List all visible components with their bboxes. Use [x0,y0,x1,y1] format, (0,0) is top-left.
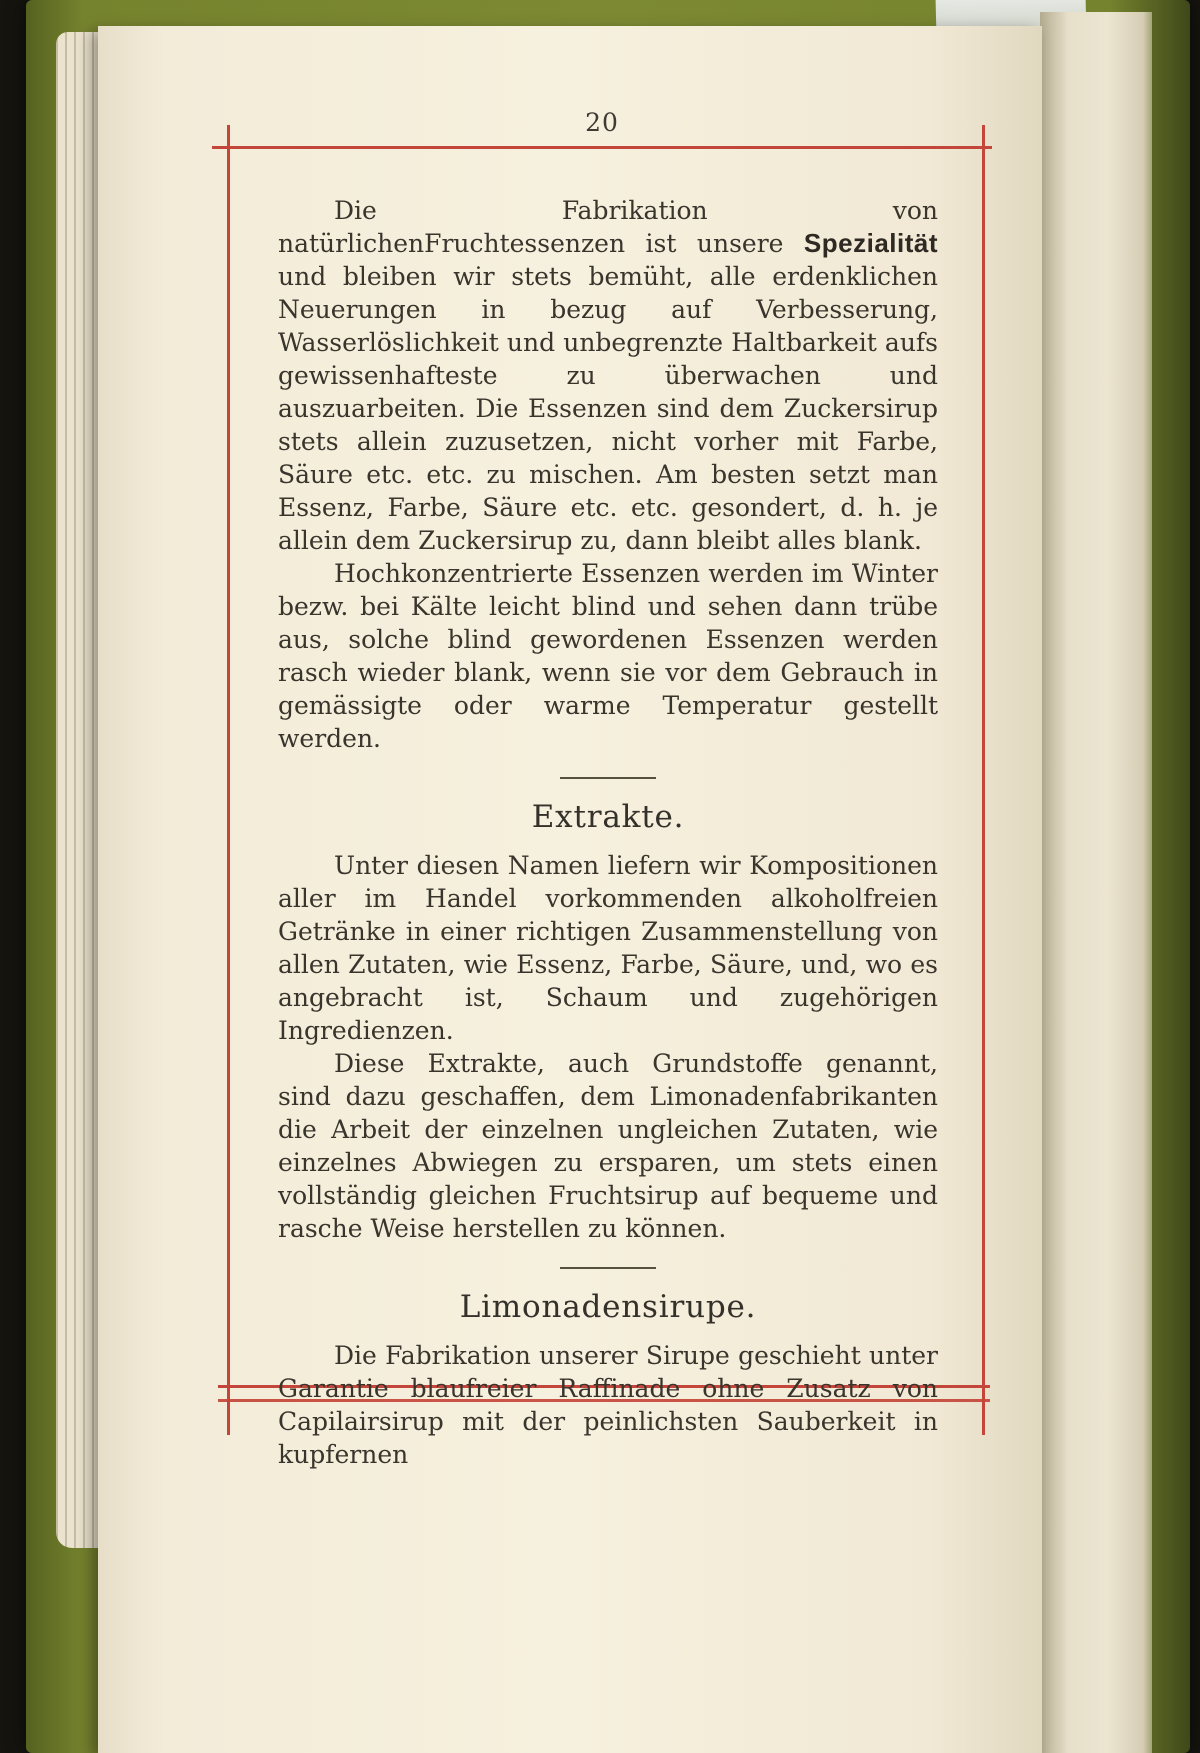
intro-paragraph-1 [278,194,938,557]
extrakte-paragraph-2: Diese Extrakte, auch Grundstoffe genannt, sind dazu geschaffen, dem Limonadenfabrikanten die Arbeit der einzelnen ungleichen Zutaten, wie einzelnes Abwiegen zu ersparen, um stets einen vollständig gleichen Fruchtsirup auf bequeme und rasche Weise herstellen zu können. [278,1049,938,1243]
text-block [278,194,938,1471]
book-page [98,26,1042,1753]
extrakte-paragraph-1: Unter diesen Namen liefern wir Kompositionen aller im Handel vorkommenden alkoholfreien Getränke in einer richtigen Zusammenstellung von allen Zutaten, wie Essenz, Farbe, Säure, und, wo es angebracht ist, Schaum und zugehörigen Ingredienzen. [278,851,938,1045]
facing-page-edge [1040,12,1152,1753]
frame-rule-left [227,125,230,1435]
section-divider-2 [560,1267,656,1269]
section-divider-1 [560,777,656,779]
intro-paragraph-1-after: und bleiben wir stets bemüht, alle erdenklichen Neuerungen in bezug auf Verbesserung, Wasserlöslichkeit und unbegrenzte Haltbarkeit aufs gewissenhafteste zu überwachen und auszuarbeiten. Die Essenzen sind dem Zuckersirup stets allein zuzusetzen, nicht vorher mit Farbe, Säure etc. etc. zu mischen. Am besten setzt man Essenz, Farbe, Säure etc. etc. gesondert, d. h. je allein dem Zuckersirup zu, dann bleibt alles blank. [278,262,938,555]
page-number: 20 [585,108,619,137]
section-heading-limonadensirupe: Limonadensirupe. [459,1289,757,1325]
section-heading-extrakte: Extrakte. [531,799,685,835]
limonadensirupe-paragraph-1: Die Fabrikation unserer Sirupe geschieht unter Garantie blaufreier Raffinade ohne Zusatz von Capilairsirup mit der peinlichsten Sauberkeit in kupfernen [278,1341,938,1469]
frame-rule-top [212,146,992,149]
intro-paragraph-2: Hochkonzentrierte Essenzen werden im Winter bezw. bei Kälte leicht blind und sehen dann trübe aus, solche blind gewordenen Essenzen werden rasch wieder blank, wenn sie vor dem Gebrauch in gemässigte oder warme Temperatur gestellt werden. [278,559,938,753]
frame-rule-right [982,125,985,1435]
intro-paragraph-1-before: Die Fabrikation von natürlichenFruchtessenzen ist unsere [278,196,938,258]
page-stack-edges [56,32,104,1548]
spezialitaet-emphasis: Spezialität [803,228,938,258]
